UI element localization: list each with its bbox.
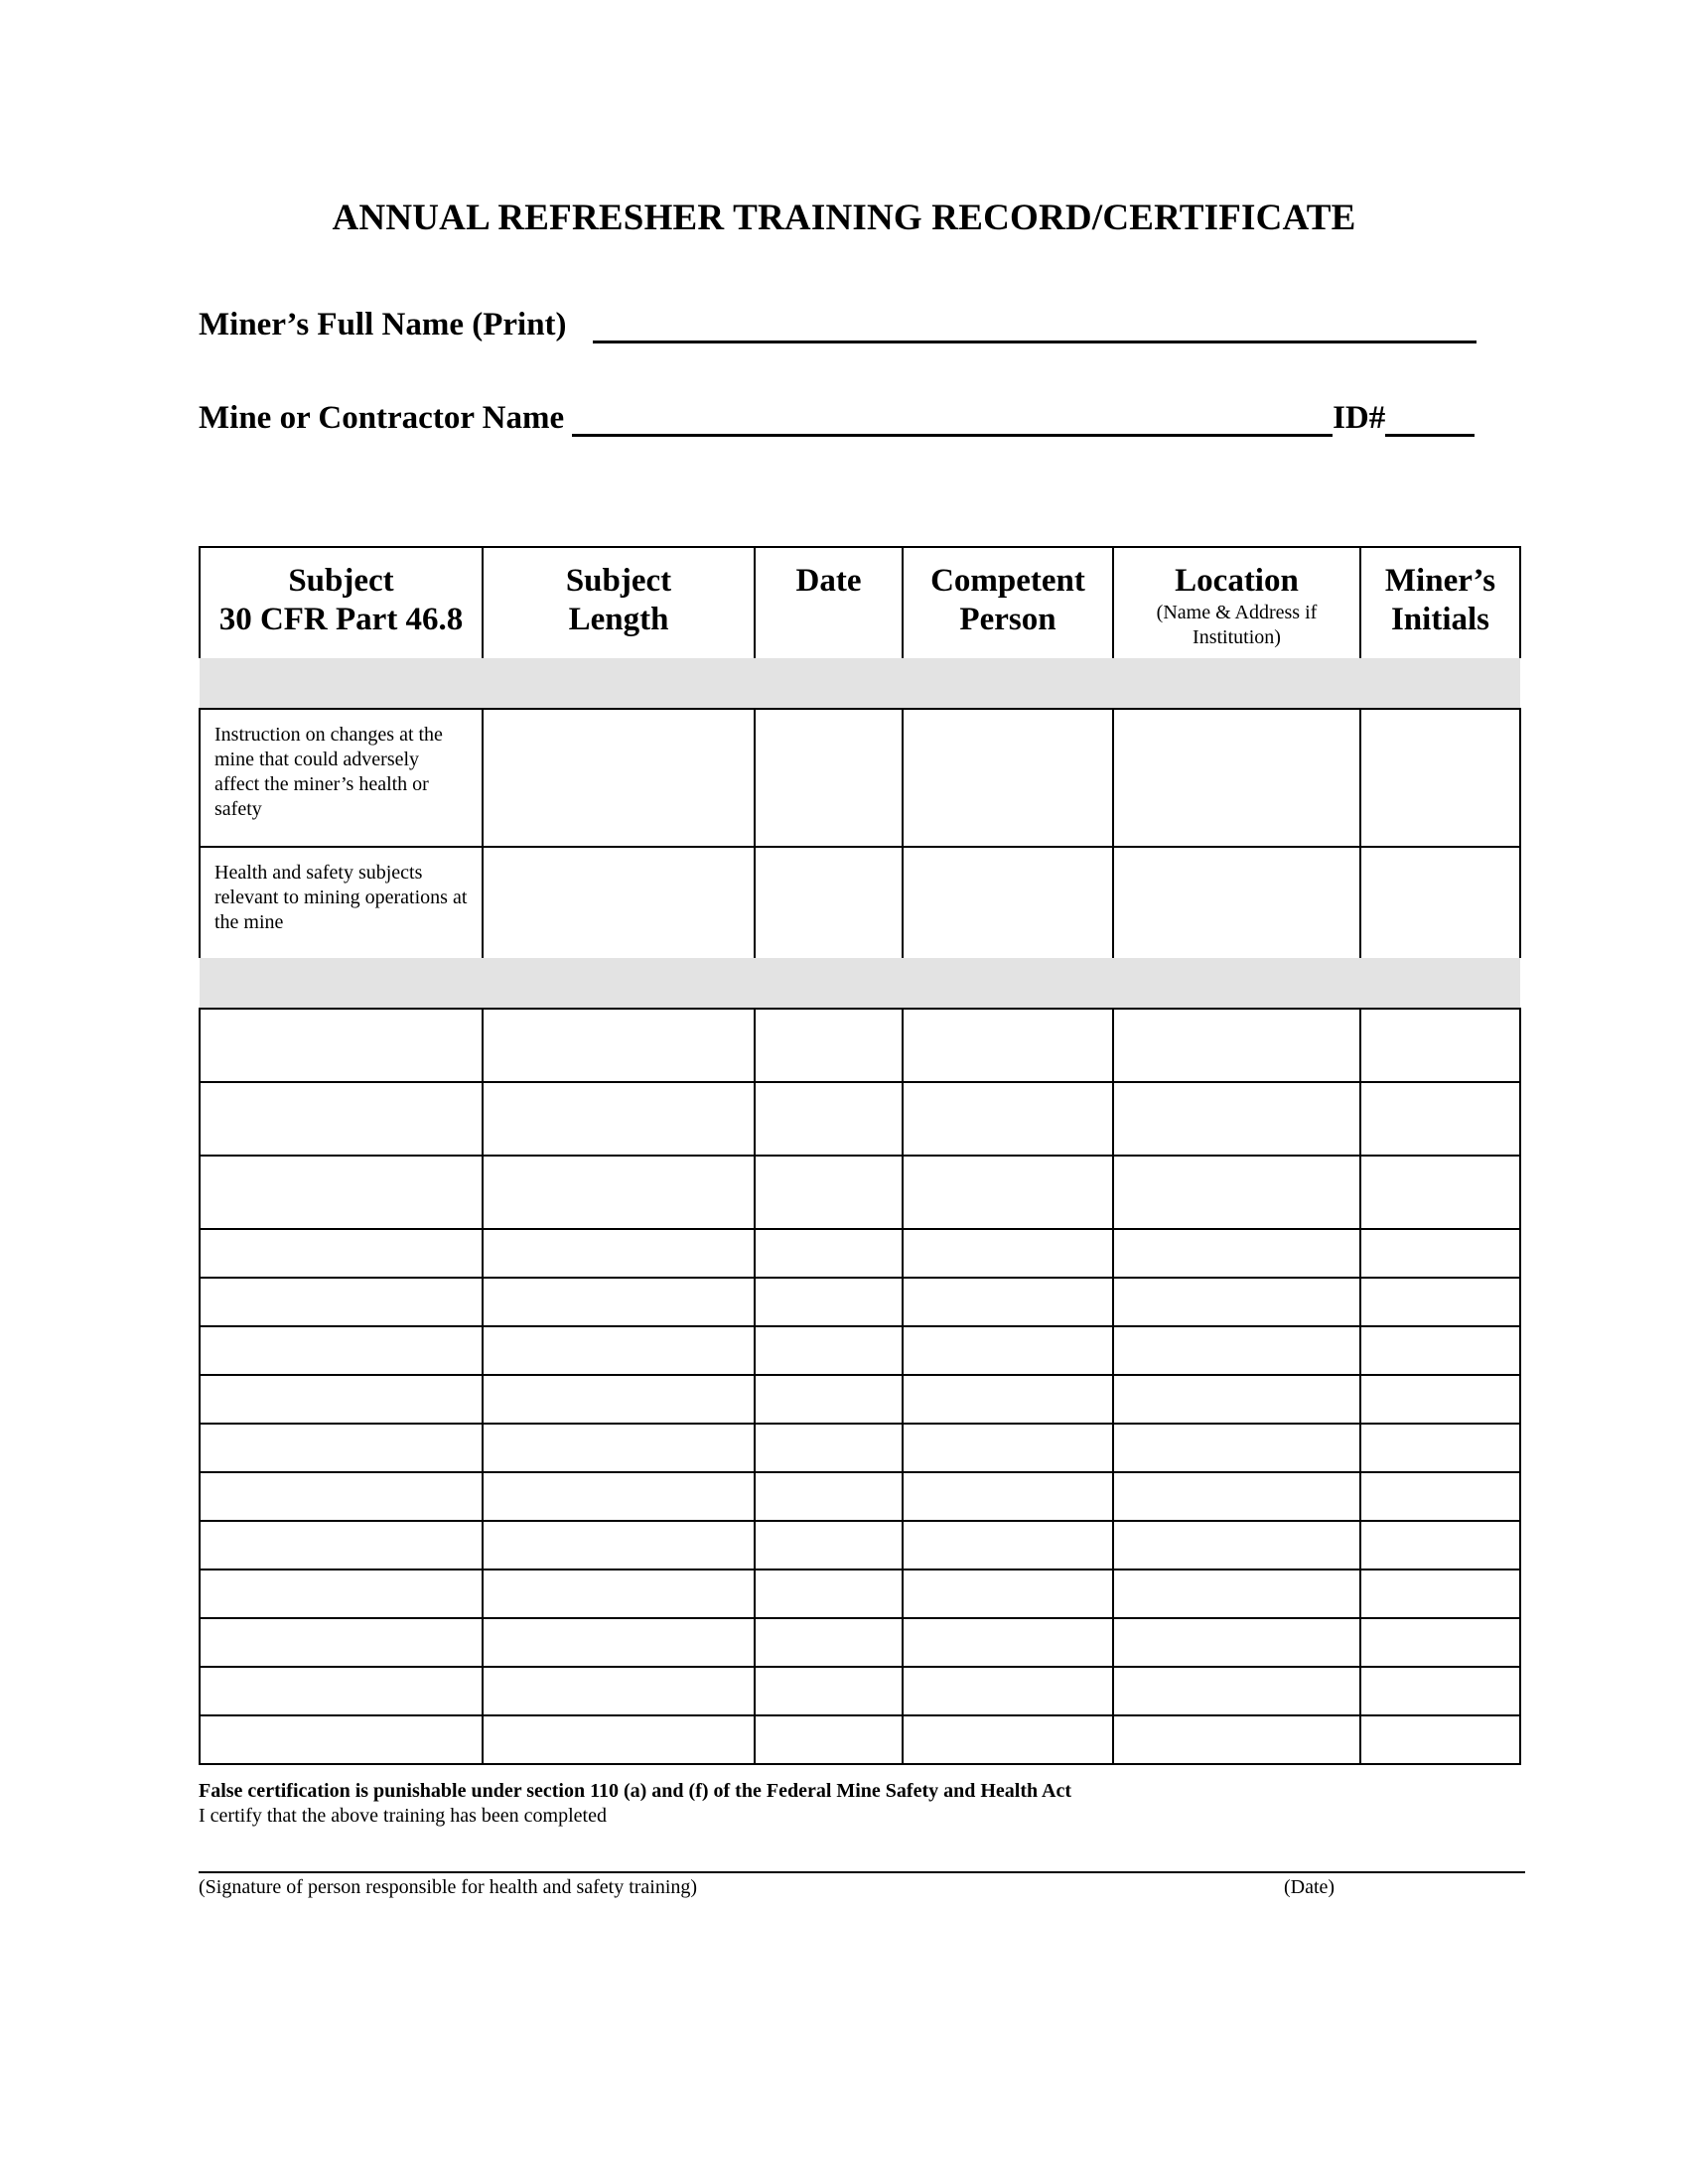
length-cell[interactable] [483,1156,755,1229]
table-row [200,1472,1520,1521]
competent-person-cell[interactable] [903,1326,1113,1375]
table-row [200,1082,1520,1156]
header-subject [200,547,483,658]
subject-cell: Health and safety subjects relevant to mining operations at the mine [200,847,483,958]
length-cell[interactable] [483,1424,755,1472]
length-cell[interactable] [483,709,755,847]
header-location-line1: Location [1175,563,1299,599]
initials-cell[interactable] [1360,1082,1520,1156]
subject-cell[interactable] [200,1229,483,1278]
competent-person-cell[interactable] [903,709,1113,847]
shaded-band [200,958,1520,1009]
location-cell[interactable] [1113,1667,1360,1715]
initials-cell[interactable] [1360,1667,1520,1715]
table-row [200,1424,1520,1472]
date-cell[interactable] [755,709,903,847]
competent-person-cell[interactable] [903,1009,1113,1082]
location-cell[interactable] [1113,1715,1360,1764]
competent-person-cell[interactable] [903,1715,1113,1764]
date-cell[interactable] [755,1278,903,1326]
table-row [200,1278,1520,1326]
date-cell[interactable] [755,1618,903,1667]
header-date-line1: Date [795,563,862,599]
location-cell[interactable] [1113,1229,1360,1278]
table-row [200,1618,1520,1667]
date-cell[interactable] [755,1229,903,1278]
header-initials-line2: Initials [1390,602,1490,637]
length-cell[interactable] [483,1618,755,1667]
competent-person-cell[interactable] [903,1229,1113,1278]
length-cell[interactable] [483,1715,755,1764]
shaded-band-cell [200,958,1520,1009]
mine-name-label: Mine or Contractor Name [199,400,565,436]
initials-cell[interactable] [1360,1156,1520,1229]
header-miners-initials [1360,547,1520,658]
date-cell[interactable] [755,847,903,958]
competent-person-cell[interactable] [903,1570,1113,1618]
table-row [200,1326,1520,1375]
initials-cell[interactable] [1360,1472,1520,1521]
initials-cell[interactable] [1360,1618,1520,1667]
initials-cell[interactable] [1360,709,1520,847]
date-cell[interactable] [755,1472,903,1521]
initials-cell[interactable] [1360,1278,1520,1326]
length-cell[interactable] [483,1667,755,1715]
miner-name-row [199,298,1477,343]
location-cell[interactable] [1113,1472,1360,1521]
id-label: ID# [1333,400,1386,436]
length-cell[interactable] [483,1375,755,1424]
table-row [200,1156,1520,1229]
length-cell[interactable] [483,1082,755,1156]
subject-cell[interactable] [200,1570,483,1618]
date-cell[interactable] [755,1424,903,1472]
subject-cell[interactable] [200,1156,483,1229]
competent-person-cell[interactable] [903,1375,1113,1424]
competent-person-cell[interactable] [903,1667,1113,1715]
header-competent-line2: Person [959,602,1056,637]
subject-cell[interactable] [200,1326,483,1375]
subject-cell[interactable] [200,1521,483,1570]
subject-cell[interactable] [200,1278,483,1326]
subject-cell[interactable] [200,1715,483,1764]
header-date [755,547,903,658]
location-cell[interactable] [1113,1278,1360,1326]
header-subject-line1: Subject [288,563,394,599]
initials-cell[interactable] [1360,1229,1520,1278]
length-cell[interactable] [483,1326,755,1375]
certification-block [199,1779,1071,1829]
page-title: ANNUAL REFRESHER TRAINING RECORD/CERTIFICATE [332,198,1356,238]
location-cell[interactable] [1113,1009,1360,1082]
certification-statement: I certify that the above training has been completed [199,1805,607,1827]
miner-name-field[interactable] [593,311,1477,343]
location-cell[interactable] [1113,1424,1360,1472]
subject-cell[interactable] [200,1667,483,1715]
date-cell[interactable] [755,1715,903,1764]
initials-cell[interactable] [1360,1715,1520,1764]
header-competent-person [903,547,1113,658]
signature-line[interactable] [199,1871,1525,1873]
shaded-band-cell [200,658,1520,709]
table-row [200,1715,1520,1764]
competent-person-cell[interactable] [903,1424,1113,1472]
initials-cell[interactable] [1360,1375,1520,1424]
date-cell[interactable] [755,1009,903,1082]
table-row [200,1229,1520,1278]
location-cell[interactable] [1113,1375,1360,1424]
header-location [1113,547,1360,658]
certification-warning: False certification is punishable under section 110 (a) and (f) of the Federal Mine Safety and Health Act [199,1780,1072,1802]
date-cell[interactable] [755,1156,903,1229]
date-cell[interactable] [755,1375,903,1424]
signature-label: (Signature of person responsible for health and safety training) [199,1876,698,1898]
subject-cell[interactable] [200,1082,483,1156]
training-table [199,546,1521,1765]
header-row [200,547,1520,658]
header-initials-line1: Miner’s [1384,563,1496,599]
competent-person-cell[interactable] [903,1521,1113,1570]
location-cell[interactable] [1113,1326,1360,1375]
initials-cell[interactable] [1360,847,1520,958]
location-cell[interactable] [1113,1082,1360,1156]
competent-person-cell[interactable] [903,847,1113,958]
subject-cell[interactable] [200,1618,483,1667]
location-cell[interactable] [1113,1570,1360,1618]
length-cell[interactable] [483,1472,755,1521]
table-row [200,1521,1520,1570]
table-row [200,847,1520,958]
header-subject-line2: 30 CFR Part 46.8 [218,602,464,637]
location-cell[interactable] [1113,1521,1360,1570]
header-subject-length [483,547,755,658]
subject-cell[interactable] [200,1424,483,1472]
competent-person-cell[interactable] [903,1082,1113,1156]
location-cell[interactable] [1113,847,1360,958]
location-cell[interactable] [1113,709,1360,847]
initials-cell[interactable] [1360,1521,1520,1570]
date-cell[interactable] [755,1326,903,1375]
competent-person-cell[interactable] [903,1472,1113,1521]
shaded-band [200,658,1520,709]
subject-cell[interactable] [200,1009,483,1082]
table-row [200,1667,1520,1715]
header-competent-line1: Competent [930,563,1085,599]
length-cell[interactable] [483,1229,755,1278]
id-field[interactable] [1385,404,1475,437]
competent-person-cell[interactable] [903,1618,1113,1667]
subject-cell[interactable] [200,1472,483,1521]
length-cell[interactable] [483,1570,755,1618]
table-row [200,1375,1520,1424]
initials-cell[interactable] [1360,1326,1520,1375]
initials-cell[interactable] [1360,1570,1520,1618]
header-length-line2: Length [568,602,669,637]
location-cell[interactable] [1113,1618,1360,1667]
initials-cell[interactable] [1360,1424,1520,1472]
length-cell[interactable] [483,1278,755,1326]
header-location-sub: (Name & Address if Institution) [1156,602,1318,648]
subject-cell[interactable] [200,1375,483,1424]
mine-name-field[interactable] [572,404,1333,437]
subject-cell: Instruction on changes at the mine that could adversely affect the miner’s health or safety [200,709,483,847]
date-cell[interactable] [755,1667,903,1715]
location-cell[interactable] [1113,1156,1360,1229]
date-cell[interactable] [755,1521,903,1570]
initials-cell[interactable] [1360,1009,1520,1082]
table-row [200,1570,1520,1618]
date-cell[interactable] [755,1082,903,1156]
table-row [200,709,1520,847]
header-length-line1: Subject [565,563,672,599]
date-cell[interactable] [755,1570,903,1618]
competent-person-cell[interactable] [903,1156,1113,1229]
table-row [200,1009,1520,1082]
miner-name-label: Miner’s Full Name (Print) [199,307,567,342]
mine-name-row [199,391,1475,437]
competent-person-cell[interactable] [903,1278,1113,1326]
length-cell[interactable] [483,1009,755,1082]
length-cell[interactable] [483,847,755,958]
length-cell[interactable] [483,1521,755,1570]
signature-date-label: (Date) [1284,1876,1336,1898]
